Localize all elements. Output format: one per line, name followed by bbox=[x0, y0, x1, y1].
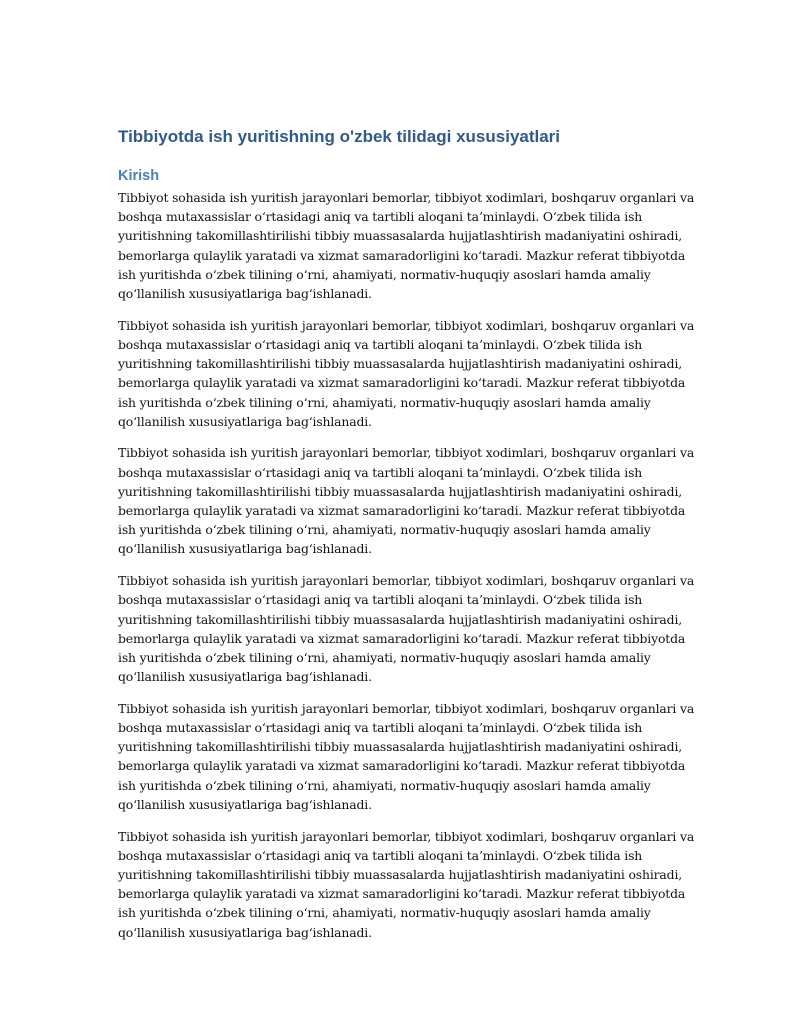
paragraph-line: boshqa mutaxassislar oʻrtasidagi aniq va tartibli aloqani taʼminlaydi. Oʻzbek tilida ish bbox=[118, 592, 643, 608]
paragraph bbox=[118, 827, 695, 942]
paragraph-line: yuritishning takomillashtirilishi tibbiy muassasalarda hujjatlashtirish madaniyatini oshiradi, bbox=[118, 356, 683, 372]
paragraph-line: qoʻllanilish xususiyatlariga bagʻishlanadi. bbox=[118, 669, 372, 685]
paragraph-line: Tibbiyot sohasida ish yuritish jarayonlari bemorlar, tibbiyot xodimlari, boshqaruv organlari va bbox=[118, 317, 695, 333]
paragraph-line: Tibbiyot sohasida ish yuritish jarayonlari bemorlar, tibbiyot xodimlari, boshqaruv organlari va bbox=[118, 445, 695, 461]
paragraph-line: Tibbiyot sohasida ish yuritish jarayonlari bemorlar, tibbiyot xodimlari, boshqaruv organlari va bbox=[118, 573, 695, 589]
paragraph-line: bemorlarga qulaylik yaratadi va xizmat samaradorligini koʻtaradi. Mazkur referat tibbiyotda bbox=[118, 886, 686, 902]
paragraph-line: bemorlarga qulaylik yaratadi va xizmat samaradorligini koʻtaradi. Mazkur referat tibbiyotda bbox=[118, 247, 686, 263]
paragraph-line: bemorlarga qulaylik yaratadi va xizmat samaradorligini koʻtaradi. Mazkur referat tibbiyotda bbox=[118, 503, 686, 519]
paragraph bbox=[118, 188, 695, 303]
document-page bbox=[118, 126, 695, 954]
paragraph-line: yuritishning takomillashtirilishi tibbiy muassasalarda hujjatlashtirish madaniyatini oshiradi, bbox=[118, 739, 683, 755]
paragraph-line: Tibbiyot sohasida ish yuritish jarayonlari bemorlar, tibbiyot xodimlari, boshqaruv organlari va bbox=[118, 828, 695, 844]
paragraph-line: ish yuritishda oʻzbek tilining oʻrni, ahamiyati, normativ-huquqiy asoslari hamda amaliy bbox=[118, 522, 651, 538]
paragraph bbox=[118, 699, 695, 814]
paragraph-line: qoʻllanilish xususiyatlariga bagʻishlanadi. bbox=[118, 286, 372, 302]
paragraph-line: ish yuritishda oʻzbek tilining oʻrni, ahamiyati, normativ-huquqiy asoslari hamda amaliy bbox=[118, 777, 651, 793]
document-title: Tibbiyotda ish yuritishning o'zbek tilidagi xususiyatlari bbox=[118, 127, 561, 146]
paragraph bbox=[118, 443, 695, 558]
paragraph-line: yuritishning takomillashtirilishi tibbiy muassasalarda hujjatlashtirish madaniyatini oshiradi, bbox=[118, 228, 683, 244]
paragraph-line: ish yuritishda oʻzbek tilining oʻrni, ahamiyati, normativ-huquqiy asoslari hamda amaliy bbox=[118, 266, 651, 282]
paragraph bbox=[118, 571, 695, 686]
paragraph-line: boshqa mutaxassislar oʻrtasidagi aniq va tartibli aloqani taʼminlaydi. Oʻzbek tilida ish bbox=[118, 847, 643, 863]
paragraph-line: ish yuritishda oʻzbek tilining oʻrni, ahamiyati, normativ-huquqiy asoslari hamda amaliy bbox=[118, 394, 651, 410]
paragraph-line: bemorlarga qulaylik yaratadi va xizmat samaradorligini koʻtaradi. Mazkur referat tibbiyotda bbox=[118, 758, 686, 774]
paragraph-line: boshqa mutaxassislar oʻrtasidagi aniq va tartibli aloqani taʼminlaydi. Oʻzbek tilida ish bbox=[118, 720, 643, 736]
section-heading-kirish: Kirish bbox=[118, 168, 160, 184]
paragraph-line: qoʻllanilish xususiyatlariga bagʻishlanadi. bbox=[118, 413, 372, 429]
paragraph-line: ish yuritishda oʻzbek tilining oʻrni, ahamiyati, normativ-huquqiy asoslari hamda amaliy bbox=[118, 649, 651, 665]
paragraph-line: ish yuritishda oʻzbek tilining oʻrni, ahamiyati, normativ-huquqiy asoslari hamda amaliy bbox=[118, 905, 651, 921]
paragraph-line: qoʻllanilish xususiyatlariga bagʻishlanadi. bbox=[118, 541, 372, 557]
paragraph-line: boshqa mutaxassislar oʻrtasidagi aniq va tartibli aloqani taʼminlaydi. Oʻzbek tilida ish bbox=[118, 464, 643, 480]
paragraph-line: Tibbiyot sohasida ish yuritish jarayonlari bemorlar, tibbiyot xodimlari, boshqaruv organlari va bbox=[118, 190, 695, 205]
paragraph-line: bemorlarga qulaylik yaratadi va xizmat samaradorligini koʻtaradi. Mazkur referat tibbiyotda bbox=[118, 375, 686, 391]
paragraph-line: qoʻllanilish xususiyatlariga bagʻishlanadi. bbox=[118, 924, 372, 940]
paragraph-line: Tibbiyot sohasida ish yuritish jarayonlari bemorlar, tibbiyot xodimlari, boshqaruv organlari va bbox=[118, 700, 695, 716]
paragraph-line: yuritishning takomillashtirilishi tibbiy muassasalarda hujjatlashtirish madaniyatini oshiradi, bbox=[118, 867, 683, 882]
paragraph-line: boshqa mutaxassislar oʻrtasidagi aniq va tartibli aloqani taʼminlaydi. Oʻzbek tilida ish bbox=[118, 336, 643, 352]
paragraph bbox=[118, 316, 695, 431]
paragraph-line: yuritishning takomillashtirilishi tibbiy muassasalarda hujjatlashtirish madaniyatini oshiradi, bbox=[118, 611, 683, 627]
paragraph-line: qoʻllanilish xususiyatlariga bagʻishlanadi. bbox=[118, 796, 372, 812]
paragraph-line: yuritishning takomillashtirilishi tibbiy muassasalarda hujjatlashtirish madaniyatini oshiradi, bbox=[118, 483, 683, 499]
paragraph-line: bemorlarga qulaylik yaratadi va xizmat samaradorligini koʻtaradi. Mazkur referat tibbiyotda bbox=[118, 630, 686, 646]
paragraph-line: boshqa mutaxassislar oʻrtasidagi aniq va tartibli aloqani taʼminlaydi. Oʻzbek tilida ish bbox=[118, 209, 643, 225]
